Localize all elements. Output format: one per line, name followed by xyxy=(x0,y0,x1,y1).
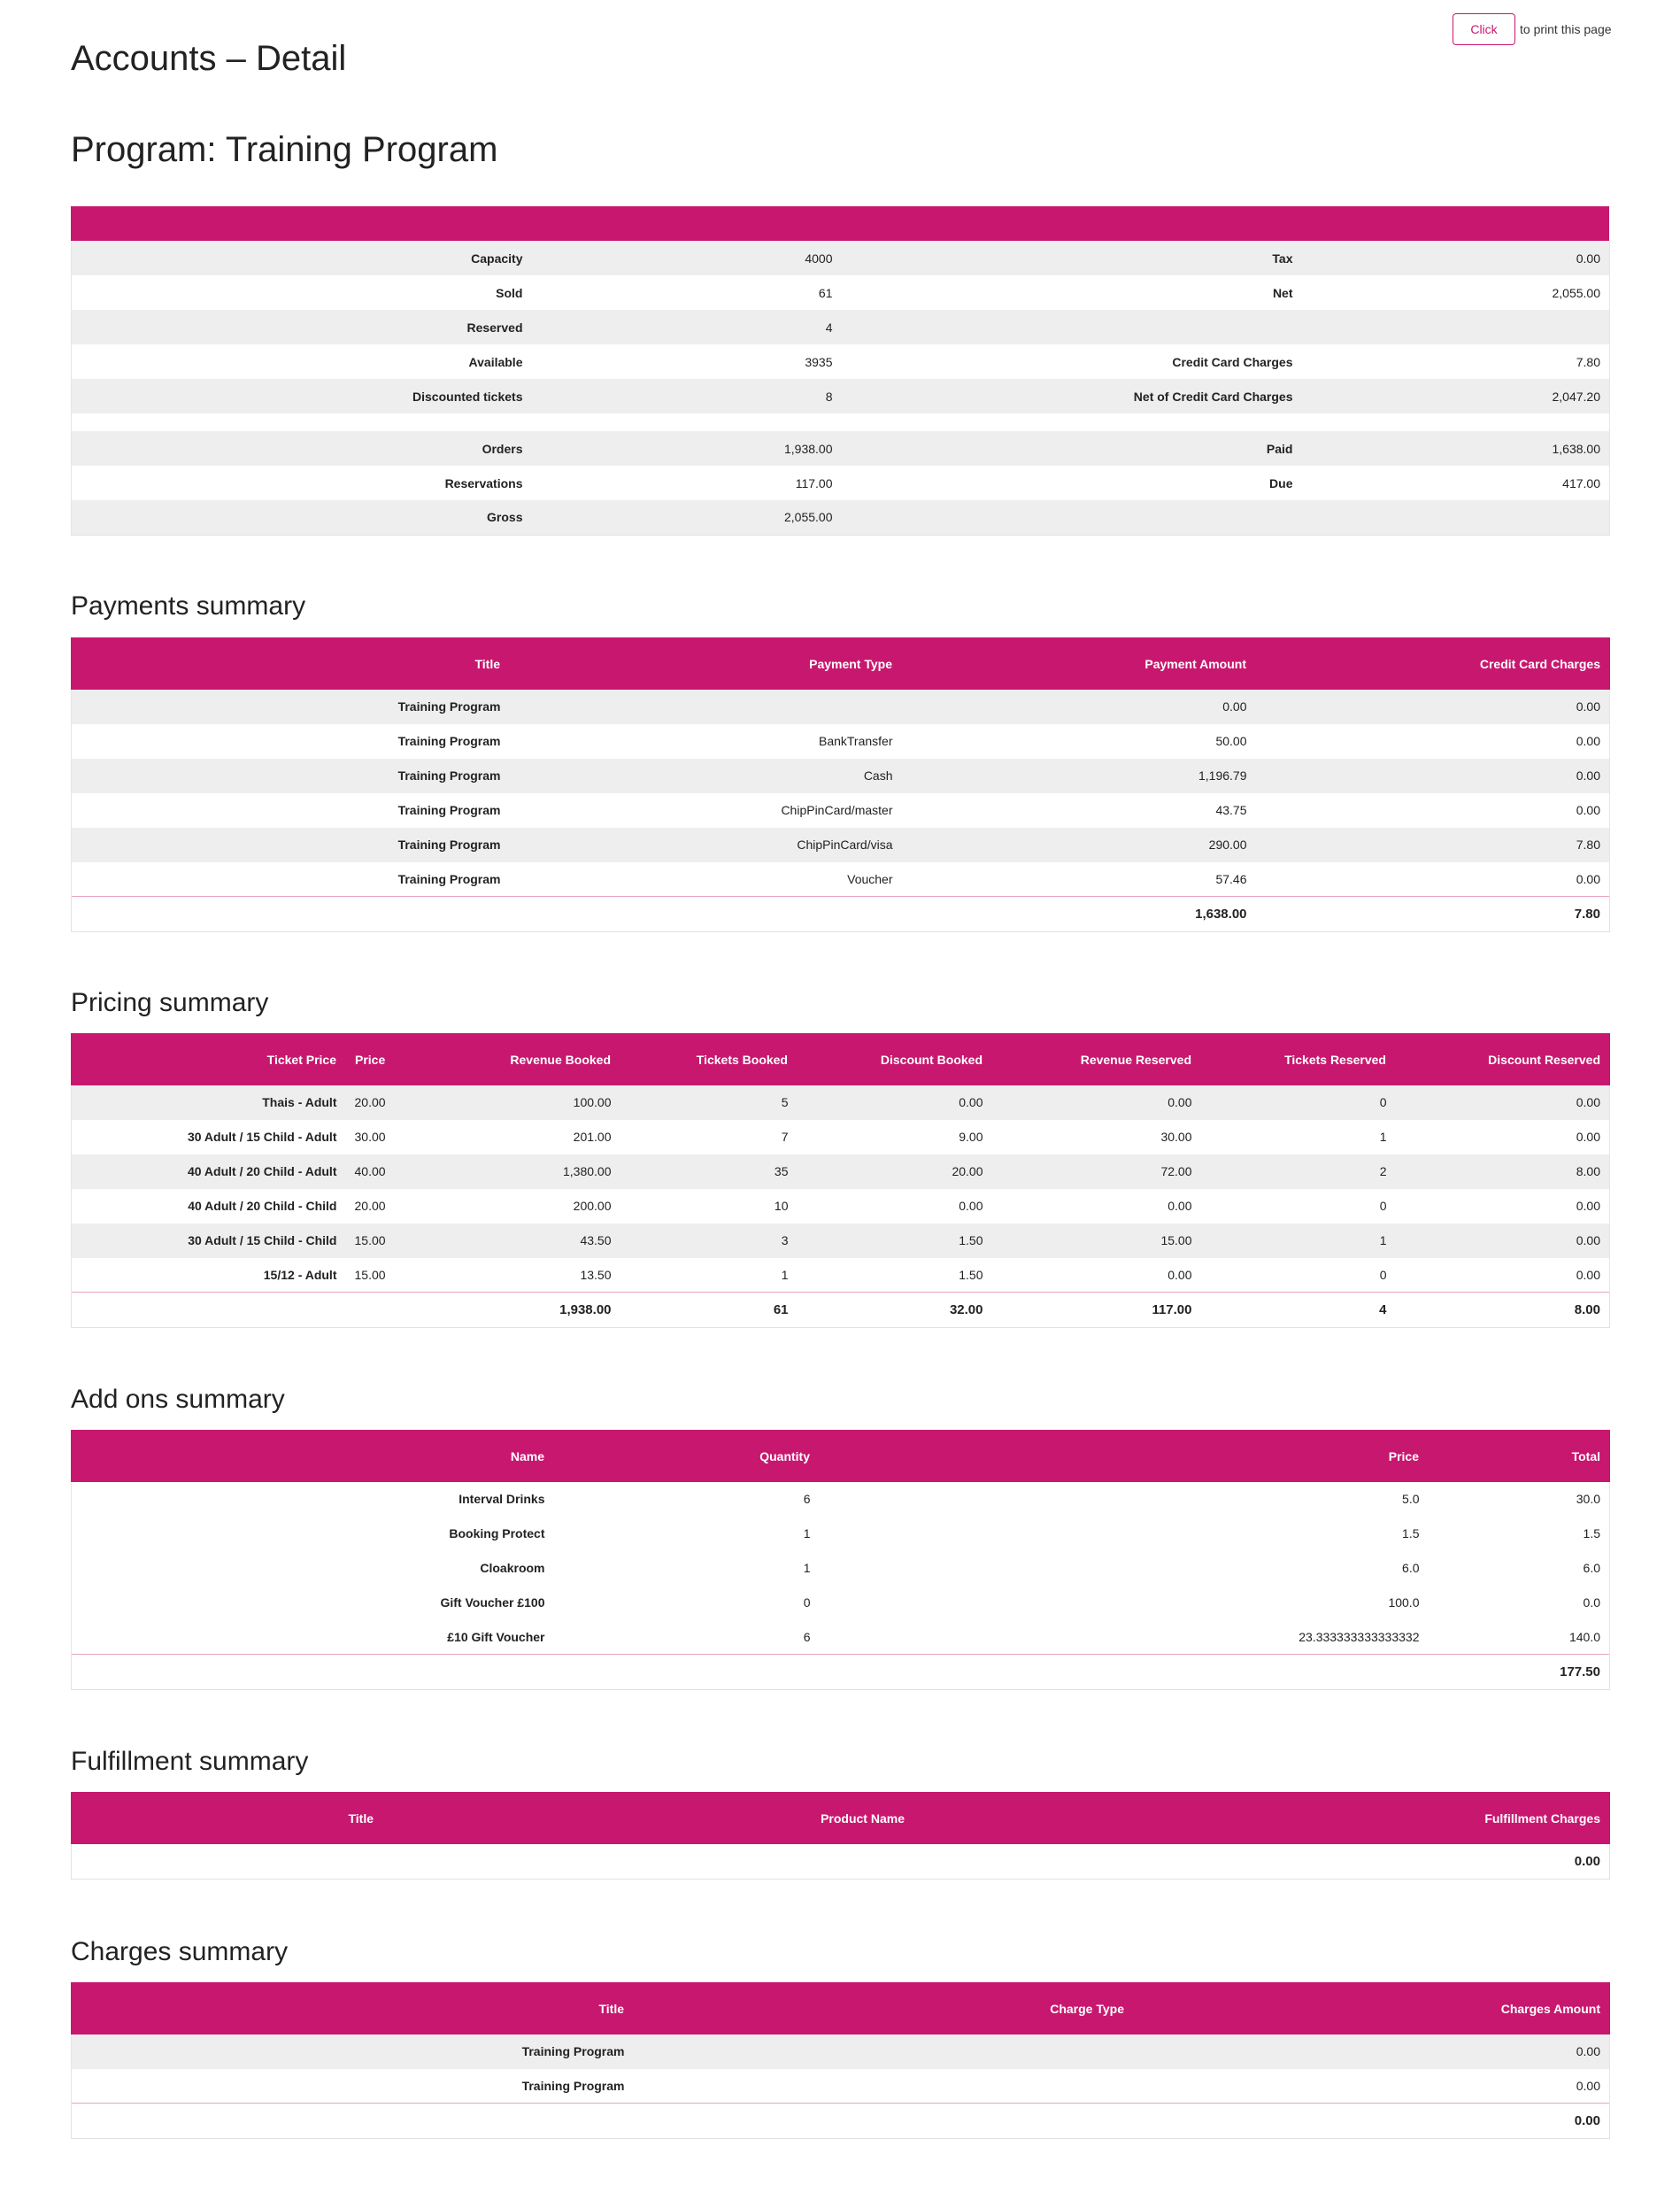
cell: Training Program xyxy=(72,2069,634,2104)
cell: 1.5 xyxy=(820,1517,1429,1551)
cell: 1,380.00 xyxy=(426,1154,620,1189)
cell: 5 xyxy=(620,1085,798,1120)
total-discount-reserved: 8.00 xyxy=(1396,1293,1610,1328)
cell: 0.00 xyxy=(798,1189,992,1224)
overview-value: 2,055.00 xyxy=(532,500,842,535)
cell: 7 xyxy=(620,1120,798,1154)
cell: Training Program xyxy=(72,793,510,828)
overview-label: Credit Card Charges xyxy=(842,344,1302,379)
total-cell xyxy=(346,1293,426,1328)
overview-label: Net of Credit Card Charges xyxy=(842,379,1302,413)
cell: 50.00 xyxy=(902,724,1256,759)
cell: Training Program xyxy=(72,828,510,862)
cell: 20.00 xyxy=(798,1154,992,1189)
cell: 0.00 xyxy=(1256,793,1610,828)
overview-header xyxy=(71,206,1609,241)
cell: 0.00 xyxy=(992,1189,1201,1224)
col-header-credit-card-charges[interactable]: Credit Card Charges xyxy=(1256,638,1610,690)
addons-table xyxy=(71,1430,1610,1690)
overview-value: 0.00 xyxy=(1302,241,1610,275)
page-title: Accounts – Detail xyxy=(71,39,347,78)
col-header-name[interactable]: Name xyxy=(72,1431,554,1482)
cell: 0.00 xyxy=(1256,759,1610,793)
total-charges-amount: 0.00 xyxy=(1134,2104,1610,2139)
overview-value: 417.00 xyxy=(1302,466,1610,500)
print-hint: to print this page xyxy=(1520,22,1612,36)
table-row xyxy=(72,2034,1610,2069)
cell: Interval Drinks xyxy=(72,1482,554,1517)
fulfillment-summary-title: Fulfillment summary xyxy=(71,1747,309,1776)
cell: ChipPinCard/master xyxy=(510,793,902,828)
totals-row xyxy=(72,1655,1610,1690)
overview-value: 7.80 xyxy=(1302,344,1610,379)
cell: Training Program xyxy=(72,724,510,759)
cell: 15.00 xyxy=(346,1224,426,1258)
cell: 0.00 xyxy=(1396,1224,1610,1258)
totals-row xyxy=(72,2104,1610,2139)
overview-value xyxy=(1302,310,1610,344)
total-credit-card-charges: 7.80 xyxy=(1256,897,1610,932)
col-header-title[interactable]: Title xyxy=(72,1983,634,2034)
program-title: Program: Training Program xyxy=(71,130,498,169)
cell: 0.00 xyxy=(902,690,1256,724)
col-header-tickets-reserved[interactable]: Tickets Reserved xyxy=(1201,1034,1396,1085)
col-header-payment-type[interactable]: Payment Type xyxy=(510,638,902,690)
cell: 57.46 xyxy=(902,862,1256,897)
col-header-product-name[interactable]: Product Name xyxy=(383,1793,914,1844)
total-cell xyxy=(72,1293,346,1328)
overview-row xyxy=(72,275,1610,310)
overview-table xyxy=(71,241,1610,536)
cell: 20.00 xyxy=(346,1085,426,1120)
cell: 72.00 xyxy=(992,1154,1201,1189)
overview-row xyxy=(72,431,1610,466)
totals-row xyxy=(72,1293,1610,1328)
cell: 1 xyxy=(554,1517,820,1551)
total-cell xyxy=(72,2104,634,2139)
col-header-price[interactable]: Price xyxy=(346,1034,426,1085)
cell: Training Program xyxy=(72,759,510,793)
cell xyxy=(510,690,902,724)
cell: Training Program xyxy=(72,862,510,897)
cell: 9.00 xyxy=(798,1120,992,1154)
cell: 0.00 xyxy=(992,1085,1201,1120)
cell: £10 Gift Voucher xyxy=(72,1620,554,1655)
col-header-total[interactable]: Total xyxy=(1429,1431,1610,1482)
cell: 0.00 xyxy=(1396,1189,1610,1224)
cell: 1.50 xyxy=(798,1258,992,1293)
fulfillment-table xyxy=(71,1792,1610,1880)
total-fulfillment-charges: 0.00 xyxy=(914,1844,1610,1880)
table-row xyxy=(72,1482,1610,1517)
cell: 1 xyxy=(1201,1120,1396,1154)
cell: ChipPinCard/visa xyxy=(510,828,902,862)
cell: 20.00 xyxy=(346,1189,426,1224)
cell: 140.0 xyxy=(1429,1620,1610,1655)
cell: Cloakroom xyxy=(72,1551,554,1586)
table-row xyxy=(72,862,1610,897)
cell: 1 xyxy=(554,1551,820,1586)
overview-label: Due xyxy=(842,466,1302,500)
cell: 1 xyxy=(620,1258,798,1293)
cell xyxy=(634,2069,1134,2104)
cell: 1.5 xyxy=(1429,1517,1610,1551)
cell: 43.50 xyxy=(426,1224,620,1258)
cell: 8.00 xyxy=(1396,1154,1610,1189)
overview-value: 3935 xyxy=(532,344,842,379)
total-cell xyxy=(72,897,510,932)
cell xyxy=(634,2034,1134,2069)
table-row xyxy=(72,1189,1610,1224)
table-row xyxy=(72,1258,1610,1293)
cell: 7.80 xyxy=(1256,828,1610,862)
cell: 1.50 xyxy=(798,1224,992,1258)
total-discount-booked: 32.00 xyxy=(798,1293,992,1328)
col-header-charges-amount[interactable]: Charges Amount xyxy=(1134,1983,1610,2034)
total-cell xyxy=(383,1844,914,1880)
table-row xyxy=(72,828,1610,862)
cell: 0.00 xyxy=(1396,1120,1610,1154)
cell: 0 xyxy=(1201,1258,1396,1293)
total-cell xyxy=(72,1655,554,1690)
col-header-title[interactable]: Title xyxy=(72,1793,383,1844)
table-row xyxy=(72,2069,1610,2104)
cell: 15.00 xyxy=(992,1224,1201,1258)
cell: 35 xyxy=(620,1154,798,1189)
cell: 40 Adult / 20 Child - Adult xyxy=(72,1154,346,1189)
cell: 15.00 xyxy=(346,1258,426,1293)
overview-value: 1,638.00 xyxy=(1302,431,1610,466)
overview-spacer xyxy=(72,413,1610,431)
cell: 30.00 xyxy=(992,1120,1201,1154)
pricing-header-row xyxy=(72,1034,1610,1085)
cell: 23.333333333333332 xyxy=(820,1620,1429,1655)
table-row xyxy=(72,1120,1610,1154)
cell: Gift Voucher £100 xyxy=(72,1586,554,1620)
total-payment-amount: 1,638.00 xyxy=(902,897,1256,932)
cell: 201.00 xyxy=(426,1120,620,1154)
overview-row xyxy=(72,379,1610,413)
cell: Training Program xyxy=(72,690,510,724)
cell: 43.75 xyxy=(902,793,1256,828)
overview-label: Net xyxy=(842,275,1302,310)
totals-row xyxy=(72,897,1610,932)
overview-value: 4000 xyxy=(532,241,842,275)
addons-summary-title: Add ons summary xyxy=(71,1385,285,1414)
total-revenue-reserved: 117.00 xyxy=(992,1293,1201,1328)
cell: Thais - Adult xyxy=(72,1085,346,1120)
overview-label xyxy=(842,500,1302,535)
table-row xyxy=(72,1586,1610,1620)
overview-row xyxy=(72,241,1610,275)
table-row xyxy=(72,1517,1610,1551)
cell: Cash xyxy=(510,759,902,793)
overview-row xyxy=(72,500,1610,535)
fulfillment-header-row xyxy=(72,1793,1610,1844)
cell: BankTransfer xyxy=(510,724,902,759)
cell: 0.00 xyxy=(1256,690,1610,724)
cell: 0.00 xyxy=(1134,2069,1610,2104)
overview-value: 2,055.00 xyxy=(1302,275,1610,310)
table-row xyxy=(72,759,1610,793)
cell: 6 xyxy=(554,1620,820,1655)
cell: 30 Adult / 15 Child - Child xyxy=(72,1224,346,1258)
table-row xyxy=(72,1085,1610,1120)
cell: 0 xyxy=(554,1586,820,1620)
col-header-revenue-booked[interactable]: Revenue Booked xyxy=(426,1034,620,1085)
cell: 1,196.79 xyxy=(902,759,1256,793)
total-cell xyxy=(634,2104,1134,2139)
overview-row xyxy=(72,310,1610,344)
col-header-revenue-reserved[interactable]: Revenue Reserved xyxy=(992,1034,1201,1085)
totals-row xyxy=(72,1844,1610,1880)
print-button[interactable]: Click xyxy=(1453,13,1515,45)
payments-header-row xyxy=(72,638,1610,690)
cell: 30 Adult / 15 Child - Adult xyxy=(72,1120,346,1154)
overview-value: 2,047.20 xyxy=(1302,379,1610,413)
overview-label: Reserved xyxy=(72,310,532,344)
payments-summary-title: Payments summary xyxy=(71,591,306,621)
charges-header-row xyxy=(72,1983,1610,2034)
cell: 6.0 xyxy=(820,1551,1429,1586)
cell: 0 xyxy=(1201,1085,1396,1120)
cell: 0.00 xyxy=(992,1258,1201,1293)
overview-label xyxy=(842,310,1302,344)
cell: 2 xyxy=(1201,1154,1396,1189)
pricing-summary-title: Pricing summary xyxy=(71,988,269,1017)
overview-label: Paid xyxy=(842,431,1302,466)
table-row xyxy=(72,1154,1610,1189)
overview-value: 4 xyxy=(532,310,842,344)
cell: 0.0 xyxy=(1429,1586,1610,1620)
cell: 0.00 xyxy=(1134,2034,1610,2069)
cell: 100.00 xyxy=(426,1085,620,1120)
total-cell xyxy=(820,1655,1429,1690)
col-header-price[interactable]: Price xyxy=(820,1431,1429,1482)
cell: 1 xyxy=(1201,1224,1396,1258)
table-row xyxy=(72,1551,1610,1586)
col-header-fulfillment-charges[interactable]: Fulfillment Charges xyxy=(914,1793,1610,1844)
overview-row xyxy=(72,466,1610,500)
overview-label: Discounted tickets xyxy=(72,379,532,413)
overview-label: Reservations xyxy=(72,466,532,500)
cell: 0 xyxy=(1201,1189,1396,1224)
print-bar xyxy=(1453,13,1612,45)
table-row xyxy=(72,1620,1610,1655)
overview-value: 61 xyxy=(532,275,842,310)
cell: 0.00 xyxy=(1396,1258,1610,1293)
cell: 3 xyxy=(620,1224,798,1258)
cell: 0.00 xyxy=(1256,862,1610,897)
cell: 0.00 xyxy=(1256,724,1610,759)
total-tickets-booked: 61 xyxy=(620,1293,798,1328)
overview-value: 8 xyxy=(532,379,842,413)
table-row xyxy=(72,1224,1610,1258)
overview-label: Tax xyxy=(842,241,1302,275)
table-row xyxy=(72,724,1610,759)
cell: 0.00 xyxy=(1396,1085,1610,1120)
overview-label: Orders xyxy=(72,431,532,466)
cell: 13.50 xyxy=(426,1258,620,1293)
cell: 200.00 xyxy=(426,1189,620,1224)
overview-value: 117.00 xyxy=(532,466,842,500)
cell: 100.0 xyxy=(820,1586,1429,1620)
charges-summary-title: Charges summary xyxy=(71,1937,289,1966)
col-header-ticket-price[interactable]: Ticket Price xyxy=(72,1034,346,1085)
total-revenue-booked: 1,938.00 xyxy=(426,1293,620,1328)
overview-value xyxy=(1302,500,1610,535)
charges-table xyxy=(71,1982,1610,2139)
payments-table xyxy=(71,637,1610,932)
cell: 40 Adult / 20 Child - Child xyxy=(72,1189,346,1224)
cell: 6 xyxy=(554,1482,820,1517)
overview-row xyxy=(72,344,1610,379)
table-row xyxy=(72,793,1610,828)
cell: 15/12 - Adult xyxy=(72,1258,346,1293)
cell: 30.00 xyxy=(346,1120,426,1154)
col-header-charge-type[interactable]: Charge Type xyxy=(634,1983,1134,2034)
cell: 40.00 xyxy=(346,1154,426,1189)
addons-header-row xyxy=(72,1431,1610,1482)
cell: Voucher xyxy=(510,862,902,897)
cell: 5.0 xyxy=(820,1482,1429,1517)
overview-label: Capacity xyxy=(72,241,532,275)
cell: 0.00 xyxy=(798,1085,992,1120)
col-header-discount-reserved[interactable]: Discount Reserved xyxy=(1396,1034,1610,1085)
total-addons: 177.50 xyxy=(1429,1655,1610,1690)
col-header-quantity[interactable]: Quantity xyxy=(554,1431,820,1482)
col-header-discount-booked[interactable]: Discount Booked xyxy=(798,1034,992,1085)
total-cell xyxy=(554,1655,820,1690)
col-header-payment-amount[interactable]: Payment Amount xyxy=(902,638,1256,690)
cell: 290.00 xyxy=(902,828,1256,862)
pricing-table xyxy=(71,1033,1610,1328)
overview-label: Gross xyxy=(72,500,532,535)
overview-label: Sold xyxy=(72,275,532,310)
cell: Training Program xyxy=(72,2034,634,2069)
overview-label: Available xyxy=(72,344,532,379)
overview-value: 1,938.00 xyxy=(532,431,842,466)
cell: 6.0 xyxy=(1429,1551,1610,1586)
col-header-tickets-booked[interactable]: Tickets Booked xyxy=(620,1034,798,1085)
cell: Booking Protect xyxy=(72,1517,554,1551)
col-header-title[interactable]: Title xyxy=(72,638,510,690)
cell: 30.0 xyxy=(1429,1482,1610,1517)
total-cell xyxy=(72,1844,383,1880)
total-cell xyxy=(510,897,902,932)
cell: 10 xyxy=(620,1189,798,1224)
table-row xyxy=(72,690,1610,724)
total-tickets-reserved: 4 xyxy=(1201,1293,1396,1328)
